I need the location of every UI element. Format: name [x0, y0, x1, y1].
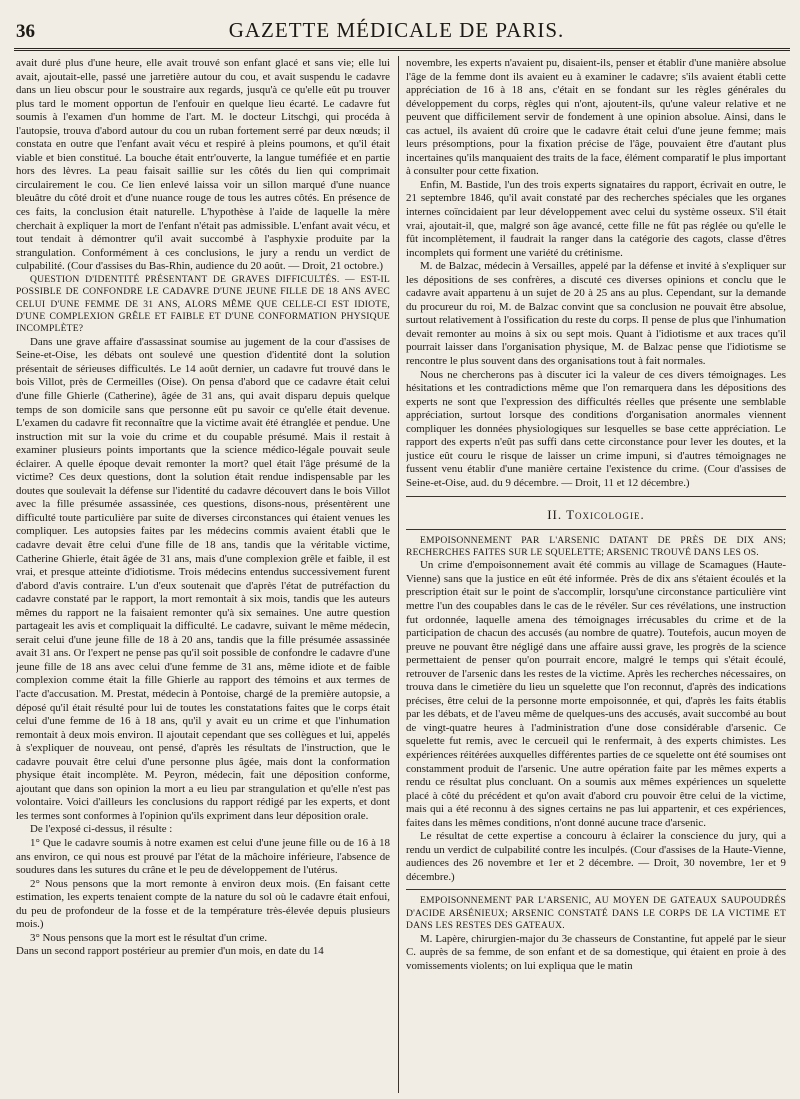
page-number: 36: [16, 21, 35, 42]
section-heading: [406, 507, 786, 523]
paragraph: Dans une grave affaire d'assassinat soumise au jugement de la cour d'assises de Seine-et-Oise, les débats ont soulevé une question d'identité dont la solution présentait de sérieuses difficultés. Le 14 août dernier, un cadavre fut trouvé dans le bois Villot, près de Cermeilles (Oise). On pensa d'abord que ce cadavre était celui d'une fille Ghierle (Catherine), âgée de 31 ans, qui avait disparu depuis quelque temps de son domicile sans que personne eût pu savoir ce qu'elle était devenue. L'examen du cadavre fit reconnaître que la victime avait été étranglée et pendue. Une instruction mit sur la voie du crime et du coupable présumé. Mais il restait à examiner plusieurs points importants que la science médico-légale pouvait seule éclairer. A quelle époque devait remonter la mort? quel était l'âge présumé de la victime? Ces deux questions, dont la solution était rendue indispensable par les doutes que soulevait la défense sur l'identité du cadavre découvert dans le bois Villot avec la fille présumée assassinée, ces questions, disons-nous, présentèrent une difficulté toute particulière par suite de diverses circonstances qui étaient venues les compliquer. Les autopsies faites par les médecins commis avaient établi que le cadavre devait être celui d'une fille de 18 ans, tandis que la véritable victime, Catherine Ghierle, était âgée de 31 ans, mais d'une complexion grêle et faible, il est vrai, et presque atteinte d'idiotisme. Trois médecins entendus successivement furent d'abord d'avis contraire. L'un d'eux soutenait que d'après l'état de putréfaction du cadavre constaté par le rapport, la mort remontait à six mois, tandis que les auteurs mêmes du rapport ne la faisaient remonter qu'à six semaines. Une autre question partageait les avis et compliquait la difficulté. Le cadavre, suivant le même médecin, serait celui d'une jeune fille de 18 à 20 ans, tandis que la fille présumée assassinée avait 31 ans. Or l'expert ne pense pas qu'il soit possible de confondre le cadavre d'une jeune fille de 18 ans avec celui d'une femme de 31 ans, même idiote et de faible complexion comme était la fille Ghierle au rapport des témoins et aux termes de l'acte d'accusation. M. Prestat, médecin à Pontoise, chargé de la première autopsie, a déposé qu'il était résulté pour lui de toutes les constatations faites que le corps était celui d'une femme de 16 à 18 ans, qu'il y avait eu un crime et que l'inhumation remontait à deux mois environ. Il ajoutait cependant que ses collègues et lui, appelés à s'expliquer de nouveau, ont pensé, d'après les résultats de l'instruction, que le cadavre pouvait être celui d'une personne plus âgée, mais dont la conformation physique était incomplète. M. Peyron, médecin, fait une déposition conforme, ajoutant que dans son opinion la mort a eu lieu par strangulation et qu'elle n'est pas volontaire. Voici d'ailleurs les conclusions du rapport rédigé par les experts, et dont les termes sont conformes à l'opinion qu'ils expriment dans leur déposition orale.: [16, 335, 390, 822]
paragraph: 1° Que le cadavre soumis à notre examen est celui d'une jeune fille ou de 16 à 18 ans environ, ce qui nous est prouvé par l'état de la mâchoire inférieure, l'absence de soudures dans les sutures du crâne et le peu de développement de l'utérus.: [16, 837, 390, 877]
paragraph: Un crime d'empoisonnement avait été commis au village de Scamagues (Haute-Vienne) sans que la justice en eût été informée. Près de dix ans s'étaient écoulés et la prescription était sur le point de s'accomplir, lorsqu'une circonstance particulière vint mettre l'un des coupables dans le cas de le révéler. Sur ces révélations, une instruction fut ordonnée, laquelle amena des témoignages irrécusables du crime et de la participation de chacun des accusés (au nombre de quatre). Toutefois, aucun moyen de preuve ne pouvant être négligé dans une affaire aussi grave, les progrès de la science permettaient de penser qu'on pourrait encore, malgré le temps qui s'était écoulé, retrouver de l'arsenic dans les restes de la victime. Après les recherches nécessaires, on trouva dans le cimetière du lieu un squelette que l'on reconnut, d'après des indications précises, être celui de la personne morte empoisonnée, et qui, d'après les faits établis par les débats, et de l'aveu même de quelques-uns des accusés, avait succombé au bout de vingt-quatre heures à l'administration d'une dose considérable d'arsenic. Ce squelette fut remis, avec le cercueil qui le renfermait, à des experts chimistes. Les expériences réitérées auxquelles différentes parties de ce squelette ont été soumises ont constamment produit de l'arsenic. Une autre opération faite par les mêmes experts a rendu ce résultat plus concluant. On a soumis aux mêmes expériences un squelette placé à côté du précédent et qu'on avait d'abord cru pouvoir être celui de la victime, mais qui a été reconnu à des signes certains ne pas lui appartenir, et ces expériences, faites dans les mêmes conditions, n'ont donné aucune trace d'arsenic.: [406, 559, 786, 829]
paragraph: 3° Nous pensons que la mort est le résultat d'un crime.: [30, 931, 268, 944]
paragraph: De l'exposé ci-dessus, il résulte :: [30, 823, 173, 836]
paragraph: 2° Nous pensons que la mort remonte à environ deux mois. (En faisant cette estimation, les experts tenaient compte de la nature du sol où le cadavre était enfoui, du peu de profondeur de la fosse et de la température très-élevée depuis plusieurs mois.): [16, 877, 390, 931]
paragraph: M. Lapère, chirurgien-major du 3e chasseurs de Constantine, fut appelé par le sieur C. auprès de sa femme, de son enfant et de sa domestique, qui étaient en proie à des vomissements violents; on lui expliqua que le matin: [406, 932, 786, 972]
article-subhead: EMPOISONNEMENT PAR L'ARSENIC, AU MOYEN DE GATEAUX SAUPOUDRÉS D'ACIDE ARSÉNIEUX; ARSENIC CONSTATÉ DANS LE CORPS DE LA VICTIME ET DANS LES RESTES DES GATEAUX.: [406, 895, 786, 932]
article-subhead: QUESTION D'IDENTITÉ PRÉSENTANT DE GRAVES DIFFICULTÉS. — EST-IL POSSIBLE DE CONFONDRE LE CADAVRE D'UNE JEUNE FILLE DE 18 ANS AVEC CELUI D'UNE FEMME DE 31 ANS, ALORS MÊME QUE CELLE-CI EST IDIOTE, D'UNE COMPLEXION GRÊLE ET FAIBLE ET D'UNE CONFORMATION PHYSIQUE INCOMPLÈTE?: [16, 273, 390, 335]
paragraph: Dans un second rapport postérieur au premier d'un mois, en date du 14: [16, 945, 324, 958]
paragraph: Enfin, M. Bastide, l'un des trois experts signataires du rapport, écrivait en outre, le 21 septembre 1846, qu'il avait constaté par des recherches spéciales que les organes internes coïncidaient par leur développement avec celui du système osseux. S'il était vrai, ajoutait-il, que, malgré son âge avancé, cette fille ne fût pas réglée ou qu'elle le fût incomplètement, il faudrait la ranger dans la catégorie des cagots, classe d'êtres incomplets qui forment une variété du crétinisme.: [406, 178, 786, 259]
column-divider: [398, 56, 399, 1093]
section-title: II. Toxicologie.: [547, 506, 645, 522]
header-rule: [14, 48, 790, 51]
section-rule: [406, 496, 786, 497]
paragraph: Nous ne chercherons pas à discuter ici la valeur de ces divers témoignages. Les hésitations et les contradictions même que l'on remarquera dans les dépositions des experts ne sont que l'expression des difficultés réelles que présente une semblable appréciation, surtout lorsque des conditions d'organisation anormales viennent compliquer les données physiologiques sur lesquelles se base cette appréciation. Le rapport des experts n'eût pas suffi dans cette circonstance pour lever les doutes, et la justice eût couru le risque de laisser un crime impuni, si d'autres témoignages ne fussent venu établir d'une manière certaine l'existence du crime. (Cour d'assises de Seine-et-Oise, aud. du 9 décembre. — Droit, 11 et 12 décembre.): [406, 368, 786, 489]
journal-title: GAZETTE MÉDICALE DE PARIS.: [228, 18, 565, 42]
paragraph: M. de Balzac, médecin à Versailles, appelé par la défense et invité à s'expliquer sur les dépositions de ses confrères, a discuté ces diverses opinions et conclu que le cadavre avait appartenu à un sujet de 20 à 25 ans au plus. Cependant, sur la demande du procureur du roi, M. de Balzac convint que sa conclusion ne pouvait être absolue, surtout relativement à l'ossification du reste du corps. Il pense de plus que l'inhumation devait remonter au moins à six ou sept mois. Quant à l'idiotisme et aux traces qu'il pourrait laisser dans l'organisation physique, M. de Balzac pense que l'idiotisme se rencontre le plus souvent dans des organisations tout à fait normales.: [406, 260, 786, 368]
article-rule: [406, 889, 786, 890]
paragraph: avait duré plus d'une heure, elle avait trouvé son enfant glacé et sans vie; elle lui avait, ajoutait-elle, passé une jarretière autour du cou, et avait suspendu le cadavre dans un lieu obscur pour le soustraire aux regards, jusqu'à ce qu'elle eût pu trouver plus tard le moment opportun de l'enfouir en quelque lieu écarté. Le cadavre fut soumis à l'examen d'un homme de l'art. M. le docteur Litschgi, qui procéda à l'autopsie, trouva d'abord autour du cou un ruban fortement serré par deux nœuds; il constata en outre que l'enfant avait vécu et respiré à pleins poumons, et qu'il était viable et bien constitué. La bouche était entr'ouverte, la langue tuméfiée et en partie hors des lèvres. La peau faisait saillie sur les côtés du lien qui comprimait circulairement le cou. Ce lien enlevé laissa voir un sillon marqué d'une nuance bleuâtre du côté droit et d'une nuance rouge de tous les autres côtés. En présence de ces faits, la conclusion était naturelle. L'hypothèse à l'aide de laquelle la mère cherchait à expliquer la mort de l'enfant n'était pas admissible. L'enfant avait vécu, et tout tendait à démontrer qu'il avait succombé à l'asphyxie produite par la strangulation. Conformément à ces conclusions, le jury a rendu un verdict de culpabilité. (Cour d'assises du Bas-Rhin, audience du 20 août. — Droit, 21 octobre.): [16, 57, 390, 273]
paragraph: Le résultat de cette expertise a concouru à éclairer la conscience du jury, qui a rendu un verdict de culpabilité contre les inculpés. (Cour d'assises de la Haute-Vienne, audiences des 26 novembre et 1er et 2 décembre. — Droit, 30 novembre, 1er et 9 décembre.): [406, 830, 786, 883]
left-column: [16, 57, 390, 1095]
right-column: [406, 57, 786, 1095]
section-rule: [406, 529, 786, 530]
article-subhead: EMPOISONNEMENT PAR L'ARSENIC DATANT DE PRÈS DE DIX ANS; RECHERCHES FAITES SUR LE SQUELETTE; ARSENIC TROUVÉ DANS LES OS.: [406, 534, 786, 558]
page-header: [16, 18, 788, 44]
paragraph: novembre, les experts n'avaient pu, disaient-ils, penser et établir d'une manière absolue l'âge de la femme dont ils avaient eu à examiner le cadavre; s'ils avaient établi cette appréciation de 16 à 18 ans, c'était en se fondant sur les règles générales du développement du corps, règles qui n'ont, ajoutent-ils, qu'une valeur relative et ne peuvent que difficilement servir de fondement à une opinion absolue. Ainsi, dans le cas actuel, ils avaient dû croire que le cadavre était celui d'une jeune femme; mais leurs présomptions, pour la fixation précise de l'âge, pouvaient être d'autant plus incertaines qu'ils manquaient des traits de la face, élément comparatif le plus important à consulter pour cette fixation.: [406, 57, 786, 178]
